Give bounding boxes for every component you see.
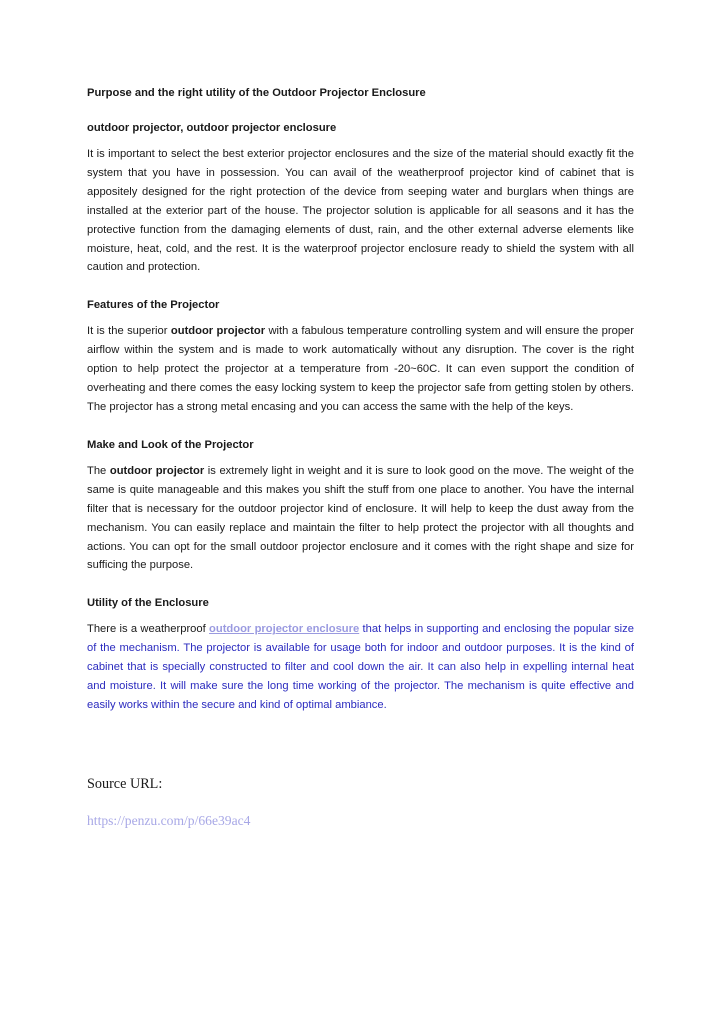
intro-paragraph: It is important to select the best exterior projector enclosures and the size of the material should exactly fit the system that you have in possession. You can avail of the weatherproof projector kind of cabinet that is appositely designed for the right protection of the device from seeping water and burglars when things are installed at the exterior part of the house. The projector solution is applicable for all seasons and it has the protective function from the damaging elements of dust, rain, and the other external adverse elements like moisture, heat, cold, and the rest. It is the waterproof projector enclosure ready to shield the system with all caution and protection.: [87, 148, 634, 274]
keywords-line: outdoor projector, outdoor projector enclosure: [87, 122, 337, 134]
features-heading: Features of the Projector: [87, 299, 220, 312]
make-paragraph: [87, 462, 634, 575]
make-text-post: is extremely light in weight and it is sure to look good on the move. The weight of the same is quite manageable and this makes you shift the stuff from one place to another. You have the internal filter that is necessary for the outdoor projector kind of enclosure. It will help to keep the dust away from the mechanism. You can easily replace and maintain the filter to help protect the projector with all thoughts and actions. You can opt for the small outdoor projector enclosure and it comes with the right shape and size for sufficing the purpose.: [87, 464, 635, 572]
features-text-post: with a fabulous temperature controlling system and will ensure the proper airflow within the system and is made to work automatically without any disruption. The cover is the right option to help protect the projector at a temperature from -20~60C. It can even support the condition of overheating and there comes the easy locking system to keep the projector safe from getting stolen by others. The projector has a strong metal encasing and you can access the same with the help of the keys.: [87, 325, 635, 413]
utility-paragraph: [87, 620, 634, 715]
utility-heading: Utility of the Enclosure: [87, 597, 209, 610]
features-text-pre: It is the superior: [87, 325, 171, 338]
document-title: Purpose and the right utility of the Outdoor Projector Enclosure: [87, 87, 426, 99]
make-text-pre: The: [87, 464, 110, 477]
features-keyword: outdoor projector: [170, 325, 266, 338]
make-heading: Make and Look of the Projector: [87, 438, 254, 451]
features-paragraph: [87, 322, 634, 417]
make-keyword: outdoor projector: [109, 464, 205, 477]
enclosure-link[interactable]: outdoor projector enclosure: [209, 623, 360, 636]
source-label: Source URL:: [87, 775, 163, 792]
utility-text-pre: There is a weatherproof: [87, 623, 210, 636]
source-url-link[interactable]: https://penzu.com/p/66e39ac4: [87, 812, 251, 828]
utility-text-post: that helps in supporting and enclosing the popular size of the mechanism. The projector is available for usage both for indoor and outdoor purposes. It is the kind of cabinet that is specially constructed to filter and cool down the air. It can also help in expelling internal heat and moisture. It will make sure the long time working of the projector. The mechanism is quite effective and easily works within the secure and kind of optimal ambiance.: [87, 623, 634, 711]
